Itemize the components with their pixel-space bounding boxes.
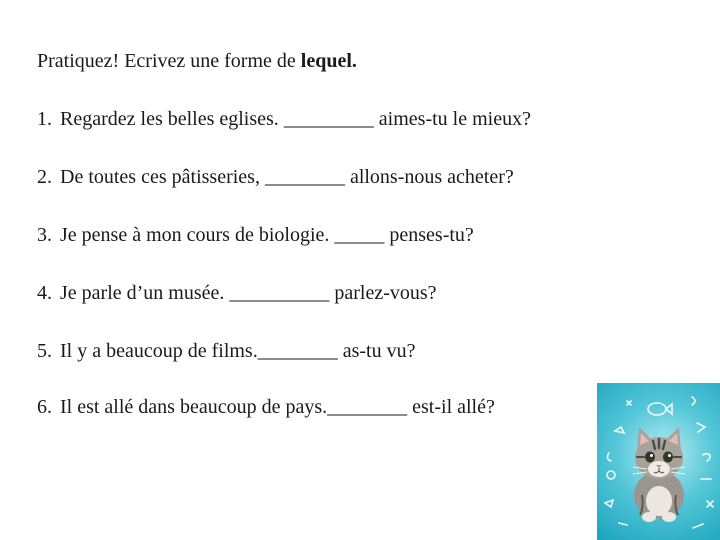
question-text: Il est allé dans beaucoup de pays.________ est-il allé? [60, 396, 495, 418]
question-1 [37, 108, 531, 131]
question-number: 1. [37, 108, 52, 130]
question-6 [37, 396, 495, 419]
kitten-icon [633, 427, 685, 522]
kitten-image [597, 383, 720, 540]
question-number: 4. [37, 282, 52, 304]
question-5 [37, 340, 415, 363]
title-keyword: lequel. [300, 50, 357, 72]
question-text: Je pense à mon cours de biologie. _____ penses-tu? [60, 224, 474, 246]
slide-title [37, 50, 357, 73]
question-number: 2. [37, 166, 52, 188]
question-2 [37, 166, 514, 189]
question-text: Je parle d’un musée. __________ parlez-vous? [60, 282, 437, 304]
title-text: Pratiquez! Ecrivez une forme de [37, 50, 301, 72]
question-3 [37, 224, 474, 247]
question-number: 3. [37, 224, 52, 246]
question-text: Il y a beaucoup de films.________ as-tu vu? [60, 340, 416, 362]
question-text: De toutes ces pâtisseries, ________ allons-nous acheter? [60, 166, 514, 188]
question-number: 6. [37, 396, 52, 418]
kitten-illustration [597, 383, 720, 540]
question-4 [37, 282, 437, 305]
question-text: Regardez les belles eglises. _________ aimes-tu le mieux? [60, 108, 531, 130]
question-number: 5. [37, 340, 52, 362]
